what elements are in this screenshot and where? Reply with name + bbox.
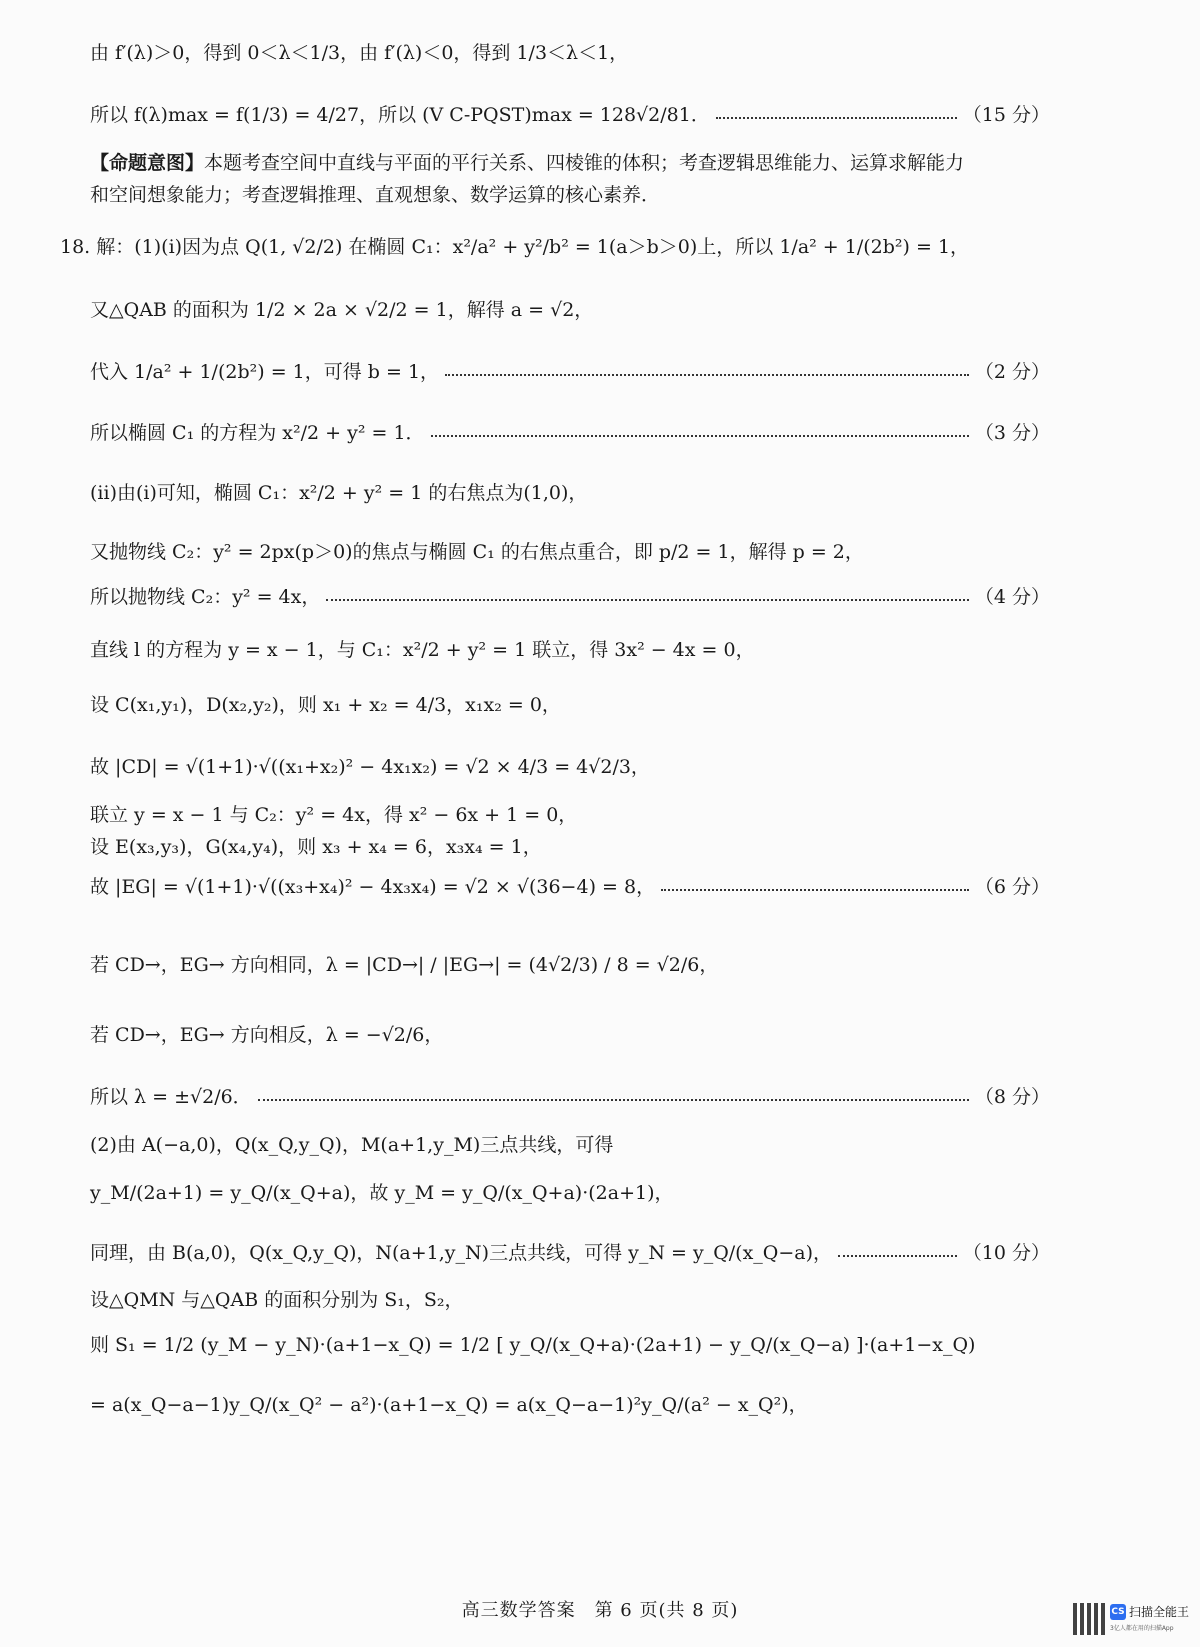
line-8: 所以椭圆 C₁ 的方程为 x²/2 + y² = 1． （3 分） [90, 422, 1050, 444]
line-20: 所以 λ = ±√2/6． （8 分） [90, 1086, 1050, 1108]
line-13: 设 C(x₁,y₁)，D(x₂,y₂)，则 x₁ + x₂ = 4/3，x₁x₂ = 0， [90, 694, 561, 716]
camscanner-logo-icon: CS [1110, 1604, 1126, 1620]
line-9: (ii)由(i)可知，椭圆 C₁：x²/2 + y² = 1 的右焦点为(1,0)， [90, 482, 588, 504]
line-6: 又△QAB 的面积为 1/2 × 2a × √2/2 = 1，解得 a = √2， [90, 299, 594, 321]
line-22: y_M/(2a+1) = y_Q/(x_Q+a)，故 y_M = y_Q/(x_Q+a)·(2a+1)， [90, 1182, 674, 1204]
line-10: 又抛物线 C₂：y² = 2px(p＞0)的焦点与椭圆 C₁ 的右焦点重合，即 p/2 = 1，解得 p = 2， [90, 541, 864, 563]
line-7: 代入 1/a² + 1/(2b²) = 1，可得 b = 1， （2 分） [90, 361, 1050, 383]
line-2: 所以 f(λ)max = f(1/3) = 4/27，所以 (V C-PQST)max = 128√2/81． （15 分） [90, 104, 1050, 126]
line-17: 故 |EG| = √(1+1)·√((x₃+x₄)² − 4x₃x₄) = √2 × √(36−4) = 8， （6 分） [90, 876, 1050, 898]
line-12: 直线 l 的方程为 y = x − 1，与 C₁：x²/2 + y² = 1 联立，得 3x² − 4x = 0， [90, 639, 755, 661]
intent-label: 【命题意图】 [90, 152, 205, 174]
qr-code-icon [1073, 1603, 1105, 1635]
line-23: 同理，由 B(a,0)，Q(x_Q,y_Q)，N(a+1,y_N)三点共线，可得 y_N = y_Q/(x_Q−a)， （10 分） [90, 1242, 1050, 1264]
line-4: 和空间想象能力；考查逻辑推理、直观想象、数学运算的核心素养． [90, 184, 661, 206]
line-3-intent: 【命题意图】本题考查空间中直线与平面的平行关系、四棱锥的体积；考查逻辑思维能力、运算求解能力 [90, 152, 965, 174]
line-18: 若 CD→，EG→ 方向相同，λ = |CD→| / |EG→| = (4√2/3) / 8 = √2/6， [90, 954, 719, 976]
line-24: 设△QMN 与△QAB 的面积分别为 S₁，S₂， [90, 1289, 464, 1311]
line-14: 故 |CD| = √(1+1)·√((x₁+x₂)² − 4x₁x₂) = √2 × 4/3 = 4√2/3， [90, 756, 650, 778]
line-21: (2)由 A(−a,0)，Q(x_Q,y_Q)，M(a+1,y_M)三点共线，可得 [90, 1134, 614, 1156]
line-1: 由 f′(λ)＞0，得到 0＜λ＜1/3，由 f′(λ)＜0，得到 1/3＜λ＜1， [90, 42, 629, 64]
scanner-tagline: 3亿人都在用的扫描App [1110, 1625, 1174, 1632]
line-19: 若 CD→，EG→ 方向相反，λ = −√2/6， [90, 1024, 444, 1046]
line-25: 则 S₁ = 1/2 (y_M − y_N)·(a+1−x_Q) = 1/2 [ y_Q/(x_Q+a)·(2a+1) − y_Q/(x_Q−a) ]·(a+1−x_Q) [90, 1334, 976, 1356]
line-16: 设 E(x₃,y₃)，G(x₄,y₄)，则 x₃ + x₄ = 6，x₃x₄ = 1， [90, 836, 542, 858]
scanner-app-name: 扫描全能王 [1129, 1605, 1190, 1619]
line-26: = a(x_Q−a−1)y_Q/(x_Q² − a²)·(a+1−x_Q) = a(x_Q−a−1)²y_Q/(a² − x_Q²)， [90, 1394, 808, 1416]
page-footer: 高三数学答案 第 6 页(共 8 页) [461, 1600, 739, 1621]
line-15: 联立 y = x − 1 与 C₂：y² = 4x，得 x² − 6x + 1 = 0， [90, 804, 578, 826]
line-11: 所以抛物线 C₂：y² = 4x， （4 分） [90, 586, 1050, 608]
line-5-problem-18: 18. 解：(1)(i)因为点 Q(1, √2/2) 在椭圆 C₁：x²/a² + y²/b² = 1(a＞b＞0)上，所以 1/a² + 1/(2b²) = 1， [60, 236, 970, 258]
